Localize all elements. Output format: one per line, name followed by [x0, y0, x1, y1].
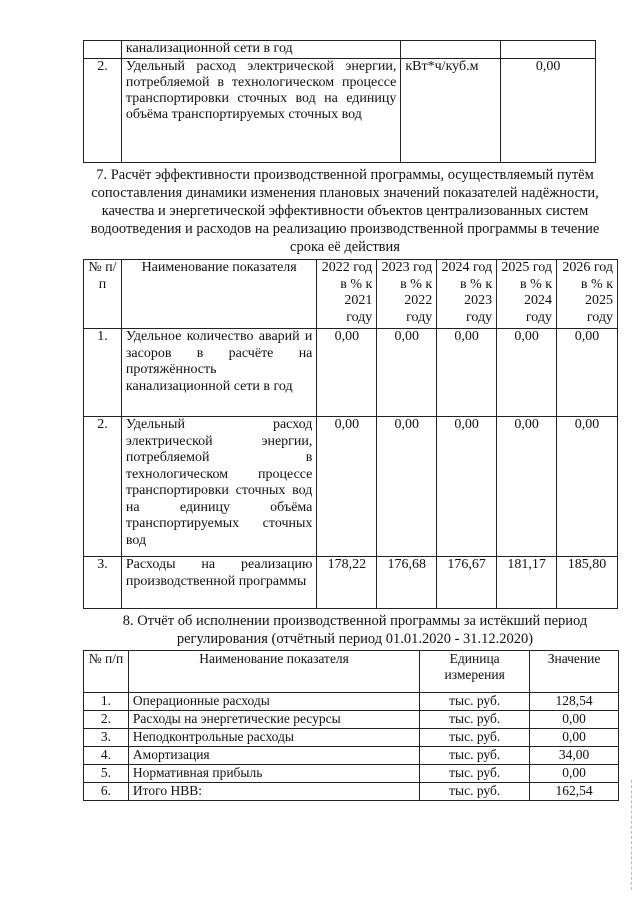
table-row [84, 711, 619, 729]
row-unit [401, 41, 501, 59]
row-name: Итого НВВ: [128, 783, 419, 801]
row-value: 0,00 [437, 329, 497, 417]
row-value: 176,67 [437, 557, 497, 609]
scan-edge-mark [630, 780, 632, 890]
row-value: 0,00 [501, 59, 596, 163]
row-name: Удельное количество аварий и засоров в расчёте на протяжённость канализационной сети в год [121, 329, 317, 417]
row-number: 2. [84, 711, 129, 729]
row-value: 0,00 [317, 417, 377, 557]
header-year: 2024 год в % к 2023 году [437, 260, 497, 329]
row-value: 0,00 [377, 329, 437, 417]
row-number: 2. [84, 417, 122, 557]
row-name: Операционные расходы [128, 693, 419, 711]
row-name: Расходы на реализацию производственной программы [121, 557, 317, 609]
row-name: канализационной сети в год [121, 41, 400, 59]
section7-heading: 7. Расчёт эффективности производственной программы, осуществляемый путём сопоставления динамики изменения плановых значений показателей надёжности, качества и энергетической эффективности объектов централизованных систем водоотведения и расходов на реализацию производственной программы в течение срока её действия [90, 167, 600, 255]
row-value: 0,00 [317, 329, 377, 417]
row-number: 5. [84, 765, 129, 783]
table-row [84, 557, 618, 609]
row-value [501, 41, 596, 59]
header-year: 2026 год в % к 2025 году [557, 260, 618, 329]
row-number [84, 41, 122, 59]
row-value: 176,68 [377, 557, 437, 609]
row-number: 6. [84, 783, 129, 801]
table-row [84, 417, 618, 557]
row-number: 1. [84, 329, 122, 417]
report-table [83, 650, 619, 801]
table-row [84, 765, 619, 783]
row-value: 0,00 [530, 765, 619, 783]
row-unit: тыс. руб. [420, 783, 530, 801]
table-row [84, 747, 619, 765]
row-number: 4. [84, 747, 129, 765]
header-year: 2025 год в % к 2024 году [497, 260, 557, 329]
row-number: 3. [84, 729, 129, 747]
header-year: 2022 год в % к 2021 году [317, 260, 377, 329]
row-unit: тыс. руб. [420, 693, 530, 711]
row-unit: тыс. руб. [420, 711, 530, 729]
row-value: 178,22 [317, 557, 377, 609]
header-unit: Единица измерения [420, 651, 530, 693]
row-unit: кВт*ч/куб.м [401, 59, 501, 163]
row-value: 162,54 [530, 783, 619, 801]
header-name: Наименование показателя [128, 651, 419, 693]
header-num: № п/п [84, 651, 129, 693]
row-unit: тыс. руб. [420, 729, 530, 747]
table-header-row [84, 651, 619, 693]
row-number: 2. [84, 59, 122, 163]
row-number: 3. [84, 557, 122, 609]
header-value: Значение [530, 651, 619, 693]
row-name: Нормативная прибыль [128, 765, 419, 783]
row-value: 0,00 [557, 329, 618, 417]
row-value: 0,00 [497, 417, 557, 557]
row-value: 0,00 [377, 417, 437, 557]
header-year: 2023 год в % к 2022 году [377, 260, 437, 329]
row-value: 181,17 [497, 557, 557, 609]
table-row [84, 693, 619, 711]
header-name: Наименование показателя [121, 260, 317, 329]
table-row [84, 783, 619, 801]
row-value: 0,00 [557, 417, 618, 557]
table-row [84, 59, 596, 163]
row-unit: тыс. руб. [420, 765, 530, 783]
row-name: Удельный расход электрической энергии, потребляемой в технологическом процессе транспортировки сточных вод на единицу объёма транспортируемых сточных вод [121, 417, 317, 557]
row-value: 34,00 [530, 747, 619, 765]
row-name: Амортизация [128, 747, 419, 765]
row-value: 0,00 [530, 711, 619, 729]
row-value: 0,00 [497, 329, 557, 417]
table-header-row [84, 260, 618, 329]
efficiency-table [83, 259, 618, 609]
section8-heading: 8. Отчёт об исполнении производственной программы за истёкший период регулирования (отчётный период 01.01.2020 - 31.12.2020) [122, 613, 588, 647]
row-name: Удельный расход электрической энергии, потребляемой в технологическом процессе транспортировки сточных вод на единицу объёма транспортируемых сточных вод [121, 59, 400, 163]
row-name: Расходы на энергетические ресурсы [128, 711, 419, 729]
top-table [83, 40, 596, 163]
row-value: 185,80 [557, 557, 618, 609]
table-row [84, 729, 619, 747]
row-value: 0,00 [530, 729, 619, 747]
table-row [84, 329, 618, 417]
row-number: 1. [84, 693, 129, 711]
row-value: 128,54 [530, 693, 619, 711]
row-unit: тыс. руб. [420, 747, 530, 765]
table-row [84, 41, 596, 59]
row-value: 0,00 [437, 417, 497, 557]
header-num: № п/п [84, 260, 122, 329]
row-name: Неподконтрольные расходы [128, 729, 419, 747]
